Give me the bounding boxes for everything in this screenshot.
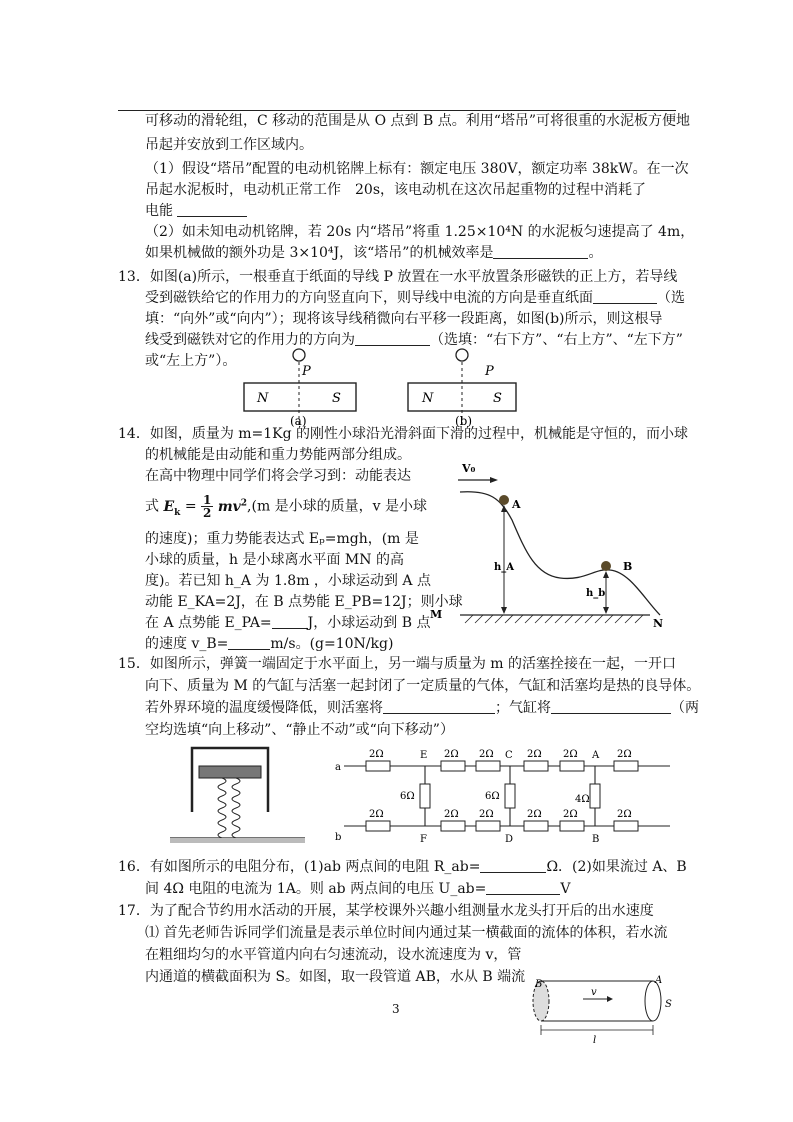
text-line: 向下、质量为 M 的气缸与活塞一起封闭了一定质量的气体，气缸和活塞均是热的良导体。 xyxy=(145,678,701,694)
text-line: （2）如未知电动机铭牌，若 20s 内“塔吊”将重 1.25×10⁴N 的水泥板匀速提高了 4m， xyxy=(145,224,695,240)
text-line: 16．有如图所示的电阻分布，(1)ab 两点间的电阻 R_ab= Ω．(2)如果流过 A、B xyxy=(118,859,687,875)
svg-text:2Ω: 2Ω xyxy=(479,749,494,760)
answer-blank[interactable] xyxy=(493,244,588,259)
answer-blank[interactable] xyxy=(593,289,657,304)
text-line: 内通道的横截面积为 S。如图，取一段管道 AB，水从 B 端流 xyxy=(145,969,526,985)
svg-text:2Ω: 2Ω xyxy=(444,749,459,760)
svg-text:6Ω: 6Ω xyxy=(485,791,500,802)
page-number: 3 xyxy=(392,1002,400,1016)
piston xyxy=(199,766,261,778)
svg-text:2Ω: 2Ω xyxy=(444,809,459,820)
answer-blank[interactable] xyxy=(480,858,546,873)
pipe-end-a xyxy=(645,981,661,1021)
text-line: 吊起水泥板时，电动机正常工作 20s，该电动机在这次吊起重物的过程中消耗了 xyxy=(145,182,646,198)
header-rule xyxy=(118,110,676,111)
svg-text:B: B xyxy=(592,834,600,845)
answer-blank[interactable] xyxy=(383,699,495,714)
text-line: 电能 xyxy=(145,202,247,220)
slope-figure xyxy=(420,460,680,640)
label-v0: V₀ xyxy=(462,462,476,475)
formula-line: 式 $E_k$ = $\frac{1}{2}$ $mv^2,(m$ 是小球的质量，v 是小球 xyxy=(145,493,428,520)
svg-text:2Ω: 2Ω xyxy=(369,749,384,760)
text-line: 在粗细均匀的水平管道内向右匀速流动，设水流速度为 v，管 xyxy=(145,947,522,963)
label-N: N xyxy=(653,617,664,630)
label-s: S xyxy=(332,391,341,406)
text-line: 或“左上方”）。 xyxy=(145,353,237,369)
text-line: 的机械能是由动能和重力势能两部分组成。 xyxy=(145,447,411,463)
answer-blank[interactable] xyxy=(551,699,671,714)
svg-text:2Ω: 2Ω xyxy=(479,809,494,820)
svg-text:F: F xyxy=(420,834,427,845)
svg-text:D: D xyxy=(505,834,514,845)
label-hb: h_b xyxy=(586,588,606,599)
label-A: A xyxy=(512,498,521,511)
resistor-network xyxy=(330,742,675,848)
wire-b-icon xyxy=(456,349,468,361)
label-M: M xyxy=(430,608,443,621)
text-line: 17．为了配合节约用水活动的开展，某学校课外兴趣小组测量水龙头打开后的出水速度 xyxy=(118,903,654,919)
text-line: 的速度 v_B= m/s。(g=10N/kg) xyxy=(145,636,394,652)
ball-b xyxy=(601,561,611,571)
text-line: 填：“向外”或“向内”）；现将该导线稍微向右平移一段距离，如图(b)所示，则这根导 xyxy=(145,311,663,327)
text-line: 在高中物理中同学们将会学习到：动能表达 xyxy=(145,468,411,484)
svg-text:a: a xyxy=(335,762,341,773)
text-line: 在 A 点势能 E_PA= J，小球运动到 B 点 xyxy=(145,615,431,631)
arrow-icon xyxy=(490,477,498,483)
label-n: N xyxy=(257,391,269,406)
svg-text:6Ω: 6Ω xyxy=(400,791,415,802)
pipe-figure xyxy=(525,975,685,1045)
piston-figure xyxy=(165,742,315,848)
svg-text:4Ω: 4Ω xyxy=(575,794,590,805)
text-line: 间 4Ω 电阻的电流为 1A。则 ab 两点间的电压 U_ab= V xyxy=(145,881,571,897)
label-a: (a) xyxy=(290,414,307,428)
text-line: 的速度)；重力势能表达式 Eₚ=mgh，(m 是 xyxy=(145,531,419,547)
magnet-figure xyxy=(235,345,525,430)
text-line: 13．如图(a)所示，一根垂直于纸面的导线 P 放置在一水平放置条形磁铁的正上方，若导线 xyxy=(118,269,678,285)
text-line: 小球的质量，h 是小球离水平面 MN 的高 xyxy=(145,552,404,568)
text-line: 可移动的滑轮组，C 移动的范围是从 O 点到 B 点。利用“塔吊”可将很重的水泥板方便地 xyxy=(145,113,691,129)
svg-text:A: A xyxy=(592,750,600,761)
label-b: (b) xyxy=(455,414,473,428)
svg-text:2Ω: 2Ω xyxy=(617,749,632,760)
spring xyxy=(218,778,240,838)
text-line: 空均选填“向上移动”、“静止不动”或“向下移动”） xyxy=(145,722,454,738)
svg-text:E: E xyxy=(420,750,428,761)
arrow-icon xyxy=(607,996,613,1002)
svg-text:B: B xyxy=(535,979,543,990)
label-n: N xyxy=(422,391,434,406)
text-line: 线受到磁铁对它的作用力的方向为 （选填：“右下方”、“右上方”、“左下方” xyxy=(145,332,683,348)
ground xyxy=(170,838,305,843)
text-line: 受到磁铁给它的作用力的方向竖直向下，则导线中电流的方向是垂直纸面 （选 xyxy=(145,290,685,306)
svg-text:2Ω: 2Ω xyxy=(563,809,578,820)
svg-text:S: S xyxy=(665,999,672,1010)
svg-text:A: A xyxy=(655,975,663,986)
text-line: 若外界环境的温度缓慢降低，则活塞将 ；气缸将 （两 xyxy=(145,700,699,716)
svg-text:b: b xyxy=(335,832,342,843)
label-p: P xyxy=(302,364,311,379)
svg-text:2Ω: 2Ω xyxy=(369,809,384,820)
text-line: 吊起并安放到工作区域内。 xyxy=(145,137,313,153)
ball-a xyxy=(499,495,509,505)
label-B: B xyxy=(623,560,633,573)
wire-a-icon xyxy=(293,349,305,361)
svg-text:2Ω: 2Ω xyxy=(527,749,542,760)
text-line: （1）假设“塔吊”配置的电动机铭牌上标有：额定电压 380V，额定功率 38kW。在一次 xyxy=(145,161,689,177)
answer-blank[interactable] xyxy=(228,635,270,650)
answer-blank[interactable] xyxy=(486,880,560,895)
svg-text:2Ω: 2Ω xyxy=(527,809,542,820)
answer-blank[interactable] xyxy=(177,202,247,217)
svg-text:v: v xyxy=(591,987,597,998)
svg-text:2Ω: 2Ω xyxy=(617,809,632,820)
text-line: ⑴ 首先老师告诉同学们流量是表示单位时间内通过某一横截面的流体的体积，若水流 xyxy=(145,925,668,941)
answer-blank[interactable] xyxy=(272,614,308,629)
svg-text:2Ω: 2Ω xyxy=(563,749,578,760)
text-line: 如果机械做的额外功是 3×10⁴J，该“塔吊”的机械效率是 。 xyxy=(145,245,603,261)
text-line: 动能 E_KA=2J，在 B 点势能 E_PB=12J；则小球 xyxy=(145,594,463,610)
slope-curve xyxy=(460,492,660,615)
text-line: 度)。若已知 h_A 为 1.8m ，小球运动到 A 点 xyxy=(145,573,431,589)
text-line: 14．如图，质量为 m=1Kg 的刚性小球沿光滑斜面下滑的过程中，机械能是守恒的，而小球 xyxy=(118,426,689,442)
label-hA: h_A xyxy=(494,562,515,573)
answer-blank[interactable] xyxy=(355,331,430,346)
svg-text:l: l xyxy=(593,1035,597,1045)
label-p: P xyxy=(485,364,494,379)
text-line: 15．如图所示，弹簧一端固定于水平面上，另一端与质量为 m 的活塞拴接在一起，一开口 xyxy=(118,656,676,672)
cylinder xyxy=(192,748,268,812)
label-s: S xyxy=(493,391,502,406)
svg-text:C: C xyxy=(505,750,513,761)
